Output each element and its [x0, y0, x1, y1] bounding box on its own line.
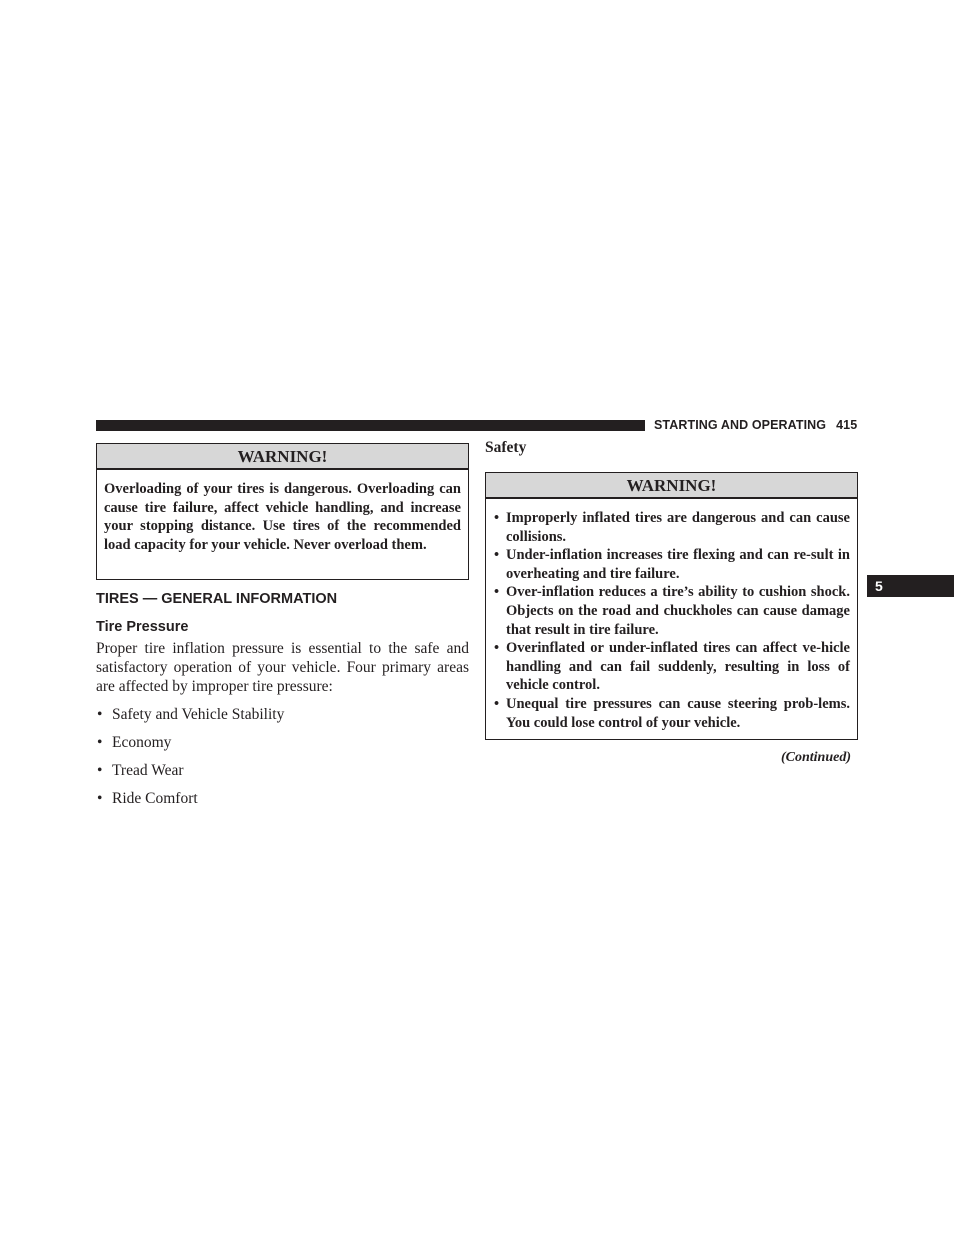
chapter-tab: 5 [867, 575, 954, 597]
list-item: • Ride Comfort [96, 789, 284, 817]
header-rule [96, 420, 645, 431]
list-item: • Tread Wear [96, 761, 284, 789]
section-heading: TIRES — GENERAL INFORMATION [96, 591, 338, 607]
warning-body [486, 499, 857, 732]
tire-pressure-paragraph: Proper tire inflation pressure is essential to the safe and satisfactory operation of your vehicle. Four primary areas are affected by improper tire pressure: [96, 640, 469, 695]
warning-item: • Under-inflation increases tire flexing and can re-sult in overheating and tire failure. [493, 546, 850, 583]
subsection-heading: Tire Pressure [96, 619, 189, 635]
affected-areas-list [96, 705, 284, 817]
warning-title: WARNING! [486, 473, 857, 499]
list-item: • Safety and Vehicle Stability [96, 705, 284, 733]
continued-note: (Continued) [780, 750, 851, 765]
warning-list [493, 509, 850, 732]
running-header [654, 418, 857, 432]
page-number: 415 [836, 418, 858, 432]
safety-warning-box [485, 472, 858, 740]
warning-item: • Over-inflation reduces a tire’s ability to cushion shock. Objects on the road and chuckholes can cause damage that result in tire failure. [493, 583, 850, 639]
section-name: STARTING AND OPERATING [654, 418, 827, 432]
safety-heading: Safety [485, 439, 527, 456]
warning-item: • Unequal tire pressures can cause steering prob-lems. You could lose control of your vehicle. [493, 695, 850, 732]
warning-title: WARNING! [97, 444, 468, 470]
warning-item: • Improperly inflated tires are dangerous and can cause collisions. [493, 509, 850, 546]
overload-warning-box [96, 443, 469, 580]
warning-item: • Overinflated or under-inflated tires can affect ve-hicle handling and can fail suddenly, resulting in loss of vehicle control. [493, 639, 850, 695]
warning-body: Overloading of your tires is dangerous. Overloading can cause tire failure, affect vehicle handling, and increase your stopping distance. Use tires of the recommended load capacity for your vehicle. Never overload them. [104, 481, 461, 553]
list-item: • Economy [96, 733, 284, 761]
